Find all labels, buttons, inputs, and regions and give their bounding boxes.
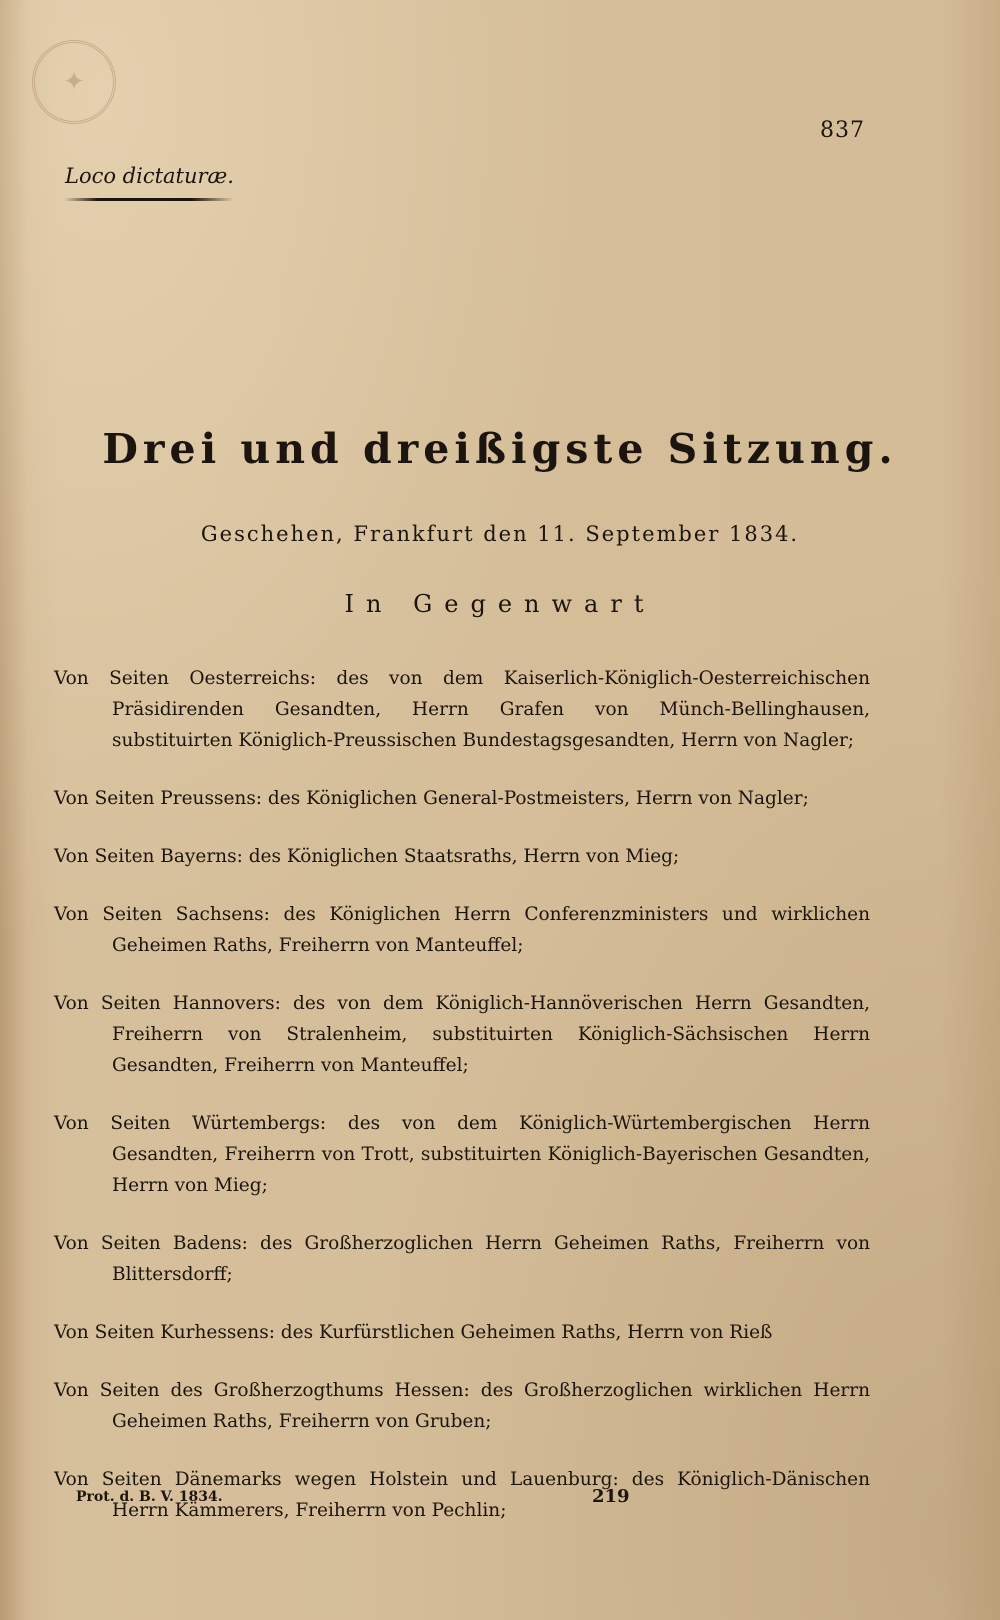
session-title: Drei und dreißigste Sitzung. <box>102 425 898 473</box>
attendance-list <box>54 663 870 1553</box>
attendance-entry-grand-duchy-hesse: Von Seiten des Großherzogthums Hessen: des Großherzoglichen wirklichen Herrn Geheimen Raths, Freiherrn von Gruben; <box>54 1380 870 1432</box>
page-number: 837 <box>820 118 865 143</box>
note-underline <box>64 198 234 201</box>
library-stamp-icon: ✦ <box>32 40 116 124</box>
attendance-entry-prussia: Von Seiten Preussens: des Königlichen General-Postmeisters, Herrn von Nagler; <box>54 788 809 809</box>
attendance-entry-bavaria: Von Seiten Bayerns: des Königlichen Staatsraths, Herrn von Mieg; <box>54 846 680 867</box>
session-date-line: Geschehen, Frankfurt den 11. September 1834. <box>200 522 800 546</box>
attendance-entry-electoral-hesse: Von Seiten Kurhessens: des Kurfürstlichen Geheimen Raths, Herrn von Rieß <box>54 1322 773 1343</box>
attendance-entry-baden: Von Seiten Badens: des Großherzoglichen Herrn Geheimen Raths, Freiherrn von Blittersdorff; <box>54 1233 870 1285</box>
marginal-note: Loco dictaturæ. <box>65 164 234 188</box>
attendance-entry-saxony: Von Seiten Sachsens: des Königlichen Herrn Conferenzministers und wirklichen Geheimen Raths, Freiherrn von Manteuffel; <box>54 904 870 956</box>
attendance-entry-denmark: Von Seiten Dänemarks wegen Holstein und Lauenburg: des Königlich-Dänischen Herrn Kämmerers, Freiherrn von Pechlin; <box>54 1469 870 1521</box>
attendance-entry-hanover: Von Seiten Hannovers: des von dem Königlich-Hannöverischen Herrn Gesandten, Freiherrn von Stralenheim, substituirten Königlich-Sächsischen Herrn Gesandten, Freiherrn von Manteuffel; <box>54 993 870 1076</box>
footer-signature: Prot. d. B. V. 1834. <box>76 1489 223 1505</box>
footer-sheet-number: 219 <box>592 1486 630 1507</box>
attendance-entry-wurttemberg: Von Seiten Würtembergs: des von dem Königlich-Würtembergischen Herrn Gesandten, Freiherrn von Trott, substituirten Königlich-Bayerischen Gesandten, Herrn von Mieg; <box>54 1113 870 1196</box>
presence-heading: In Gegenwart <box>344 590 656 618</box>
attendance-entry-austria: Von Seiten Oesterreichs: des von dem Kaiserlich-Königlich-Oesterreichischen Präsidirenden Gesandten, Herrn Grafen von Münch-Bellinghausen, substituirten Königlich-Preussischen Bundestagsgesandten, Herrn von Nagler; <box>54 668 870 751</box>
